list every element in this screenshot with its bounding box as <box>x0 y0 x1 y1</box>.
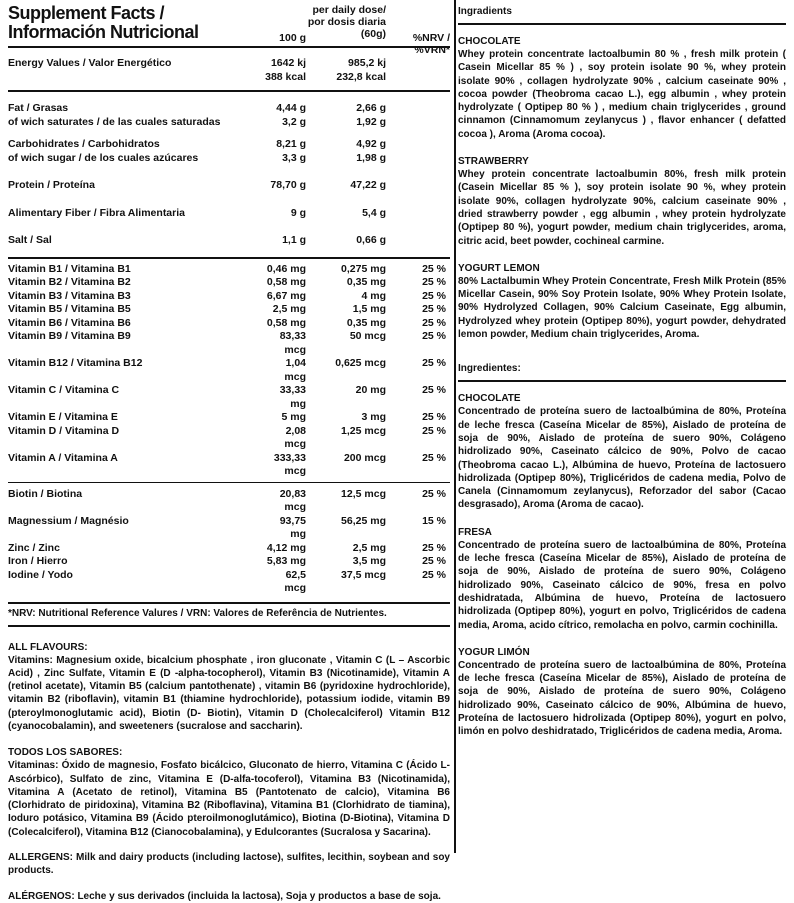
protein-row <box>8 179 450 193</box>
mineral-100: 4,12 mg <box>266 541 306 554</box>
vitamin-100: 83,33 mcg <box>279 330 306 356</box>
vitamin-dose: 0,275 mg <box>341 262 386 275</box>
energy-kj-dose: 985,2 kj <box>348 57 386 69</box>
flavour-ingredients: Concentrado de proteína suero de lactoalbúmina de 80%, Proteína de leche fresca (Caseína Micelar de 85%), Aislado de proteína de soja de 90%, Aislado de proteína de suero 90%, Colágeno hidrolizado 90%, Caseinato cálcico de 90%, Polvo de cacao (Theobroma cacao L.), Albúmina de huevo, Proteína de lactosuero hidrolizada (Optipep 80%), Triglicéridos de cadena media, Polvo de Canela (Cinnamomum zeylanycus), Reforzador del sabor (Cacao desgrasado), Aroma (Aroma de cacao). <box>458 406 786 511</box>
mineral-dose: 12,5 mcg <box>341 487 386 500</box>
protein-100: 78,70 g <box>270 179 306 191</box>
saturates-row <box>8 116 450 130</box>
vitamin-dose: 0,35 mg <box>346 316 386 329</box>
vitamin-100: 0,46 mg <box>266 262 306 275</box>
vitamin-nrv: 25 % <box>422 316 446 329</box>
facts-title <box>8 4 199 42</box>
vitamin-label: Vitamin B3 / Vitamina B3 <box>8 289 131 302</box>
protein-label: Protein / Proteína <box>8 179 95 191</box>
mineral-dose: 3,5 mg <box>352 555 386 567</box>
vitamin-label: Vitamin B2 / Vitamina B2 <box>8 276 131 288</box>
mineral-100: 62,5 mcg <box>284 568 306 594</box>
ingredients-panel <box>458 6 786 739</box>
carbs-row <box>8 138 450 152</box>
mineral-100: 5,83 mg <box>266 555 306 567</box>
vitamin-row <box>8 384 450 411</box>
col-dose-header-line2: por dosis diaria <box>307 16 386 28</box>
vitamin-nrv: 25 % <box>422 303 446 315</box>
mineral-nrv: 25 % <box>422 541 446 554</box>
vitamin-nrv: 25 % <box>422 357 446 369</box>
vitamin-label: Vitamin A / Vitamina A <box>8 451 118 464</box>
carbs-label: Carbohidrates / Carbohidratos <box>8 138 160 150</box>
vitamin-label: Vitamin B1 / Vitamina B1 <box>8 262 131 275</box>
mineral-nrv: 25 % <box>422 568 446 581</box>
vitamin-row <box>8 263 450 277</box>
mineral-label: Biotin / Biotina <box>8 487 83 500</box>
vitamin-nrv: 25 % <box>422 330 446 342</box>
vitamin-dose: 3 mg <box>361 411 386 423</box>
mineral-row <box>8 488 450 515</box>
mineral-nrv: 15 % <box>422 514 446 527</box>
vitamin-label: Vitamin E / Vitamina E <box>8 411 118 423</box>
sugar-dose: 1,98 g <box>356 151 386 164</box>
all-flavours-vitamins <box>8 654 450 734</box>
salt-row <box>8 234 450 248</box>
vitamin-label: Vitamin B9 / Vitamina B9 <box>8 330 131 342</box>
allergens-en-text: : Milk and dairy products (including lactose), sulfites, lecithin, soybean and soy products. <box>8 852 450 877</box>
mineral-label: Magnessium / Magnésio <box>8 514 129 527</box>
ingredients-en-list <box>458 35 786 341</box>
carbs-dose: 4,92 g <box>356 138 386 150</box>
fiber-row <box>8 207 450 221</box>
fat-row <box>8 102 450 116</box>
all-flavours-vitamins-label: Vitamins <box>8 654 50 666</box>
vitamin-nrv: 25 % <box>422 289 446 302</box>
vitamin-100: 2,08 mcg <box>284 424 306 450</box>
vitamin-row <box>8 425 450 452</box>
flavour-heading: FRESA <box>458 526 492 538</box>
vitamin-100: 33,33 mg <box>279 384 306 410</box>
allergens-es-text: : Leche y sus derivados (incluida la lactosa), Soja y productos a base de soja. <box>71 890 441 902</box>
flavour-heading: STRAWBERRY <box>458 156 529 168</box>
todos-vitaminas <box>8 759 450 839</box>
carbs-100: 8,21 g <box>276 138 306 150</box>
vitamin-dose: 200 mcg <box>343 451 386 464</box>
vitamin-dose: 0,35 mg <box>346 276 386 288</box>
vitamin-row <box>8 290 450 304</box>
fiber-100: 9 g <box>290 206 306 219</box>
allergens-es <box>8 890 450 903</box>
vitamin-label: Vitamin B6 / Vitamina B6 <box>8 316 131 329</box>
energy-row <box>8 57 450 71</box>
vitamin-100: 6,67 mg <box>266 289 306 302</box>
supplement-facts-panel <box>8 2 450 903</box>
flavour-ingredients: 80% Lactalbumin Whey Protein Concentrate, Fresh Milk Protein (85% Micellar Casein, 90% Soy Protein Isolate, 90% Whey Protein Isolate, 90% Hydrolyzed Collagen, 90% Calcium Caseinate, Egg albumin, Hydrolyzed whey protein (Optipep 80%), yogurt powder, dehydrated lemon powder, Medium chain triglycerides, Aroma. <box>458 275 786 341</box>
vitamin-100: 2,5 mg <box>272 303 306 315</box>
energy-label: Energy Values / Valor Energético <box>8 57 172 69</box>
saturates-100: 3,2 g <box>282 115 306 128</box>
mineral-dose: 2,5 mg <box>352 541 386 554</box>
ingredients-es-list <box>458 392 786 738</box>
flavour-heading: YOGUR LIMÓN <box>458 646 530 658</box>
allergens-es-label: ALÉRGENOS <box>8 890 72 902</box>
vitamin-label: Vitamin B12 / Vitamina B12 <box>8 357 143 369</box>
all-flavours-heading: ALL FLAVOURS: <box>8 641 88 653</box>
vitamin-nrv: 25 % <box>422 262 446 275</box>
col-dose-header <box>306 4 386 40</box>
col-nrv-header: %NRV / %VRN* <box>412 32 450 56</box>
sugar-label: of wich sugar / de los cuales azúcares <box>8 151 199 164</box>
energy-kcal-row <box>8 71 450 85</box>
todos-vitaminas-label: Vitaminas <box>8 760 56 772</box>
energy-kcal-dose: 232,8 kcal <box>336 70 386 83</box>
protein-dose: 47,22 g <box>350 179 386 191</box>
vitamin-100: 5 mg <box>281 411 306 423</box>
todos-heading: TODOS LOS SABORES: <box>8 747 123 759</box>
vitamin-dose: 1,5 mg <box>352 303 386 315</box>
salt-label: Salt / Sal <box>8 234 52 246</box>
mineral-label: Iodine / Yodo <box>8 568 73 581</box>
mineral-label: Zinc / Zinc <box>8 541 60 554</box>
vitamin-nrv: 25 % <box>422 384 446 396</box>
flavour-ingredients: Whey protein concentrate lactoalbumin 80 % , fresh milk protein ( Casein Micellar 85 % ) , soy protein isolate 90 %, whey protein isolate 90% , collagen hydrolyzate 90% , calcium caseinate 90% , cocoa powder (Theobroma cacao L.), egg albumin , whey protein hydrolyzate ( Optipep 80 % ) , medium chain triglycerides , ground cinnamon (Cinnamomum zeylanycus ) , flavor enhancer ( defatted cocoa ), Aroma (Aroma cocoa). <box>458 49 786 140</box>
mineral-row <box>8 542 450 556</box>
mineral-row <box>8 515 450 542</box>
vitamin-row <box>8 276 450 290</box>
saturates-label: of wich saturates / de las cuales saturadas <box>8 115 221 128</box>
mineral-row <box>8 569 450 596</box>
vitamin-label: Vitamin D / Vitamina D <box>8 424 120 437</box>
nrv-footnote: *NRV: Nutritional Reference Valures / VRN: Valores de Referência de Nutrientes. <box>8 604 450 627</box>
mineral-label: Iron / Hierro <box>8 555 68 567</box>
minerals-section <box>8 483 450 604</box>
vitamin-label: Vitamin B5 / Vitamina B5 <box>8 303 131 315</box>
ingredients-en-title: Ingradients <box>458 6 786 25</box>
col-dose-header-line3: (60g) <box>360 28 386 40</box>
facts-title-line1: Supplement Facts / <box>8 3 165 23</box>
column-divider <box>454 0 456 853</box>
allergens-en <box>8 851 450 878</box>
vitamin-nrv: 25 % <box>422 424 446 437</box>
flavour-ingredients: Whey protein concentrate lactoalbumin 80%, fresh milk protein (Casein Micellar 85 % ), soy protein isolate 90 %, whey protein isolate 90%, collagen hydrolyzate 90%, calcium caseinate 90% , dried strawberry powder , egg albumin , whey protein hydrolyzate (Optipep 80 %), yogurt powder, medium chain triglycerides, aroma, citric acid, beet powder, cochineal carmine. <box>458 169 786 247</box>
facts-title-line2: Información Nutricional <box>8 22 199 42</box>
mineral-nrv: 25 % <box>422 555 446 567</box>
vitamin-row <box>8 330 450 357</box>
vitamin-dose: 20 mg <box>355 384 386 396</box>
allergens-en-label: ALLERGENS <box>8 852 70 864</box>
col-dose-header-line1: per daily dose/ <box>312 4 386 16</box>
energy-kj-100: 1642 kj <box>270 57 306 69</box>
vitamin-dose: 1,25 mcg <box>341 424 386 437</box>
vitamin-nrv: 25 % <box>422 276 446 288</box>
all-flavours-vitamins-text: : Magnesium oxide, bicalcium phosphate , iron gluconate , Vitamin C (L – Ascorbic Acid) , Zinc Sulfate, Vitamin E (D -alpha-tocopherol), Vitamin B3 (Nicotinamide), Vitamin A (retinol acetate), Vitamin B5 (calcium pantothenate) , vitamin B6 (pyridoxine hydrochloride), vitamin B2 (riboflavin), vitamin B1 (thiamine hydrochloride), potassium iodide, vitamin B9 (pteroylmonoglutamic acid), Biotin (D- Biotin), Vitamin D (Cholecalciferol) Vitamin B12 (cyanocobalamin), and sweeteners (sucralose and saccharin). <box>8 654 450 732</box>
vitamin-100: 0,58 mg <box>266 316 306 329</box>
fat-label: Fat / Grasas <box>8 102 69 114</box>
vitamin-nrv: 25 % <box>422 411 446 423</box>
vitamin-row <box>8 317 450 331</box>
mineral-row <box>8 555 450 569</box>
energy-section <box>8 48 450 92</box>
mineral-100: 20,83 mcg <box>279 487 306 513</box>
vitamin-row <box>8 357 450 384</box>
vitamins-section <box>8 259 450 483</box>
energy-kcal-100: 388 kcal <box>265 70 306 83</box>
flavour-heading: YOGURT LEMON <box>458 262 540 274</box>
flavour-ingredients: Concentrado de proteína suero de lactoalbúmina de 80%, Proteína de leche fresca (Caseína Micelar de 85%), Aislado de proteína de soja de 90%, Aislado de proteína de suero 90%, Colágeno hidrolizado 90%, Caseinato cálcico de 90%, Albúmina de huevo, Proteína de lactosuero hidrolizada (Optipep 80%), yogurt en polvo, limón en polvo deshidratado, Triglicéridos de cadena media, Aroma. <box>458 659 786 738</box>
vitamin-dose: 50 mcg <box>349 330 386 342</box>
salt-dose: 0,66 g <box>356 234 386 246</box>
col-100g-header: 100 g <box>279 32 306 44</box>
facts-header <box>8 2 450 56</box>
vitamin-label: Vitamin C / Vitamina C <box>8 384 120 396</box>
vitamin-row <box>8 411 450 425</box>
flavour-heading: CHOCOLATE <box>458 393 521 405</box>
vitamin-nrv: 25 % <box>422 451 446 464</box>
salt-100: 1,1 g <box>282 234 306 246</box>
vitamin-dose: 4 mg <box>361 289 386 302</box>
flavour-heading: CHOCOLATE <box>458 36 521 47</box>
fiber-dose: 5,4 g <box>362 206 386 219</box>
todos-vitaminas-text: : Óxido de magnesio, Fosfato bicálcico, Gluconato de hierro, Vitamina C (Ácido L-Ascórbico), Sulfato de zinc, Vitamina E (D-alfa-tocoferol), Vitamina B3 (Nicotinamida), Vitamina A (Acetato de retinol), Vitamina B5 (Pantotenato de calcio), Vitamina B6 (Clorhidrato de piridoxina), Vitamina B2 (Riboflavina), Vitamina B1 (Clorhidrato de tiamina), Ioduro potásico, Vitamina B9 (Ácido pteroilmonoglutámico), Biotina (D-Biotina), Vitamina D (Colecalciferol), Vitamina B12 (Cianocobalamina), y Edulcorantes (Sucralosa y Sacarina). <box>8 760 450 838</box>
vitamin-row <box>8 303 450 317</box>
vitamin-100: 0,58 mg <box>266 276 306 288</box>
vitamin-row <box>8 452 450 479</box>
mineral-100: 93,75 mg <box>279 514 306 540</box>
vitamin-100: 1,04 mcg <box>284 357 306 383</box>
mineral-nrv: 25 % <box>422 487 446 500</box>
fiber-label: Alimentary Fiber / Fibra Alimentaria <box>8 206 185 219</box>
fat-dose: 2,66 g <box>356 102 386 114</box>
vitamin-100: 333,33 mcg <box>273 451 306 477</box>
fat-100: 4,44 g <box>276 102 306 114</box>
flavour-ingredients: Concentrado de proteína suero de lactoalbúmina de 80%, Proteína de leche fresca (Caseína Micelar de 85%), Aislado de proteína de soja de 90%, Aislado de proteína de suero 90%, Colágeno hidrolizado 90%, Caseinato cálcico de 90%, fresa en polvo deshidratada, Albúmina de huevo, Proteína de lactosuero hidrolizada (Optipep 80%), yogurt en polvo, Triglicéridos de cadena media, Aroma, acido cítrico, remolacha en polvo, carmin cochinilla. <box>458 539 786 631</box>
ingredients-es-title: Ingredientes: <box>458 363 786 382</box>
sugar-100: 3,3 g <box>282 151 306 164</box>
mineral-dose: 37,5 mcg <box>341 568 386 581</box>
saturates-dose: 1,92 g <box>356 115 386 128</box>
mineral-dose: 56,25 mg <box>341 514 386 527</box>
macros-section <box>8 92 450 259</box>
sugar-row <box>8 152 450 166</box>
vitamin-dose: 0,625 mcg <box>335 357 386 369</box>
